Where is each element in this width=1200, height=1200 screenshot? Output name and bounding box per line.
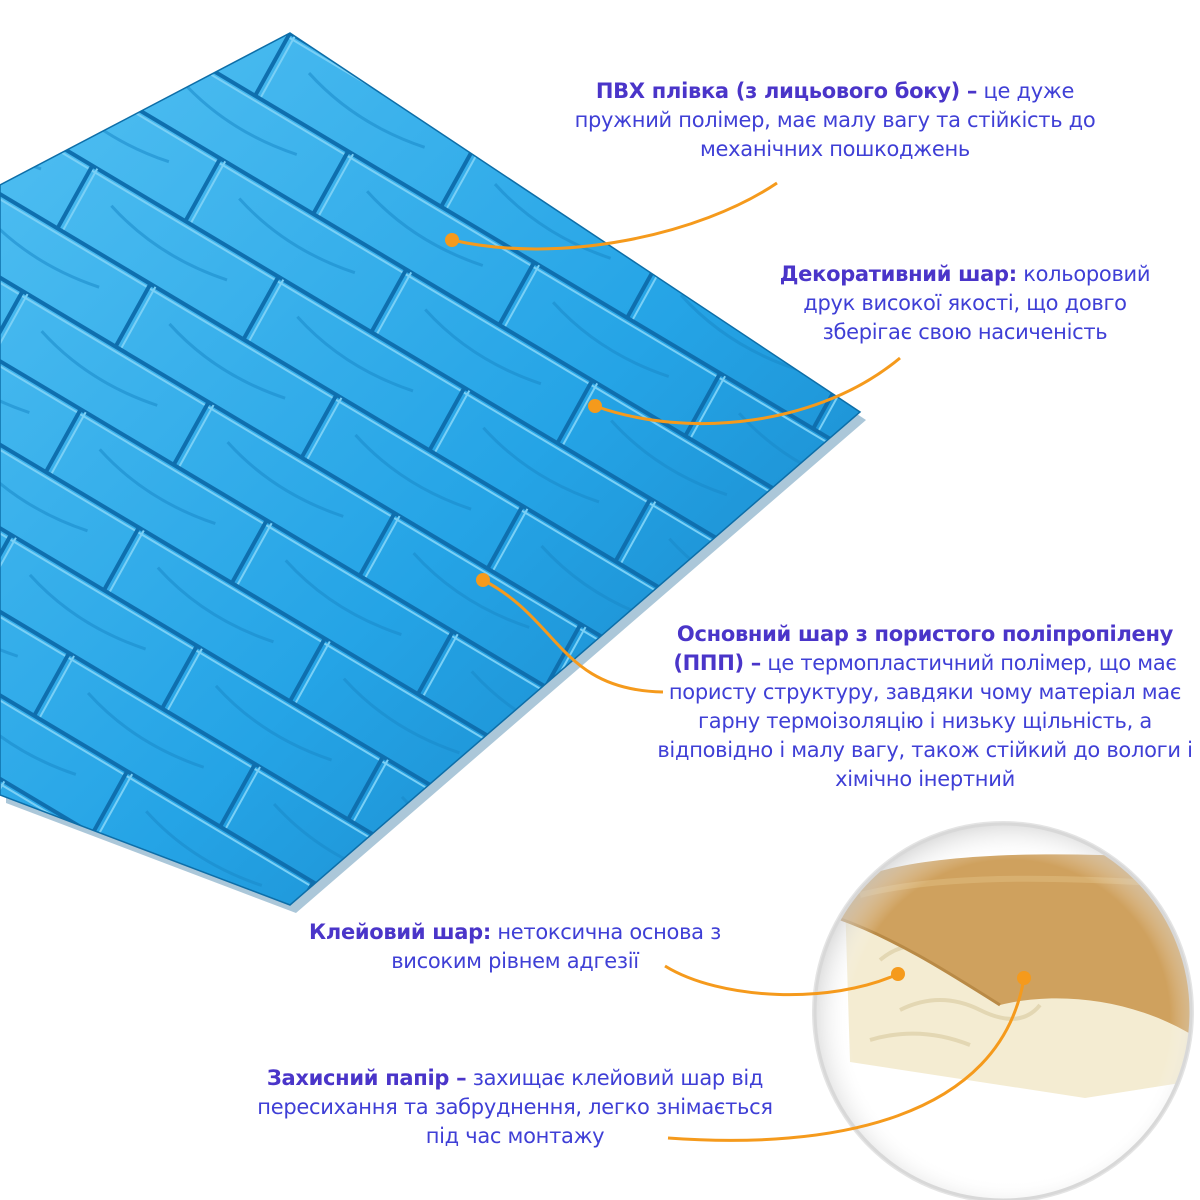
leader-dot [476,573,490,587]
callout-text: кольоровий друк високої якості, що довго зберігає свою насиченість [803,262,1151,344]
leader-dot [588,399,602,413]
callout-text: це дуже пружний полімер, має малу вагу та стійкість до механічних пошкоджень [574,79,1096,161]
callout-adhesive-layer [300,918,730,976]
callout-title: Основний шар з пористого поліпропілену (ППП) – [673,622,1174,675]
callout-text: це термопластичний полімер, що має пористу структуру, завдяки чому матеріал має гарну термоізоляцію і низьку щільність, а відповідно і малу вагу, також стійкий до вологи і хімічно інертний [657,651,1193,791]
callout-protective-paper [245,1064,785,1151]
leader-dot [1017,971,1031,985]
callout-title: Клейовий шар: [309,920,491,944]
callout-pvc-film [560,77,1110,164]
leader-dot [445,233,459,247]
callout-decor-layer [760,260,1170,347]
callout-text: нетоксична основа з високим рівнем адгезії [391,920,721,973]
callout-main-layer [655,620,1195,794]
callout-title: Захисний папір – [266,1066,467,1090]
leader-dot [891,967,905,981]
callout-title: Декоративний шар: [779,262,1017,286]
callout-title: ПВХ плівка (з лицьового боку) – [595,79,978,103]
callout-text: захищає клейовий шар від пересихання та забруднення, легко знімається під час монтажу [257,1066,773,1148]
layers-closeup [810,820,1200,1200]
